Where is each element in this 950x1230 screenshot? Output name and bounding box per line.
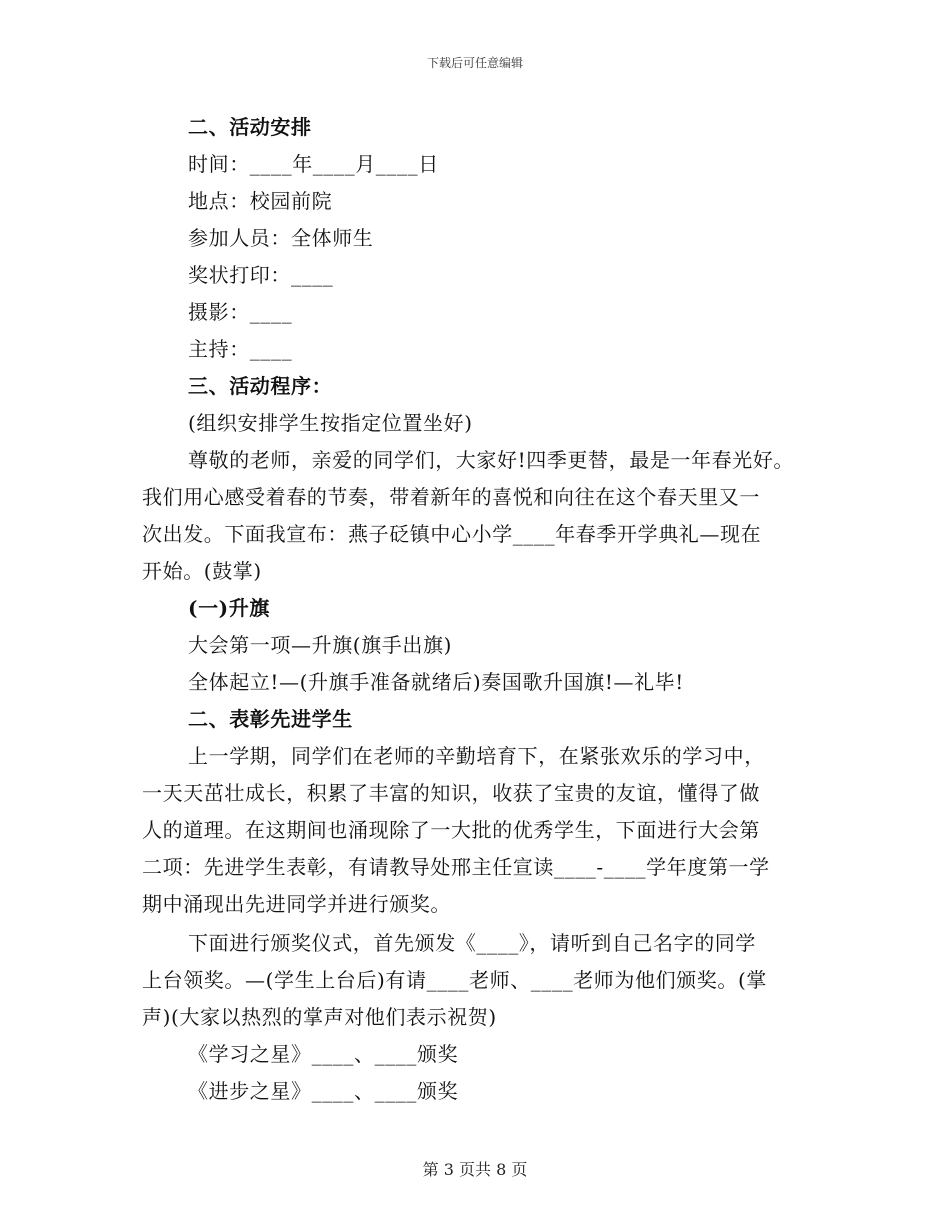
paragraph-award-line-1: 下面进行颁奖仪式，首先颁发《____》，请听到自己名字的同学: [188, 931, 756, 955]
section-heading-commendation: 二、表彰先进学生: [188, 707, 353, 731]
paragraph-opening-line-2: 我们用心感受着春的节奏，带着新年的喜悦和向往在这个春天里又一: [142, 485, 760, 509]
paragraph-opening-line-1: 尊敬的老师，亲爱的同学们，大家好!四季更替，最是一年春光好。: [188, 448, 795, 472]
subheading-flag-raising: (一)升旗: [188, 596, 270, 620]
line-certificate-printing: 奖状打印：____: [188, 263, 334, 287]
paragraph-commendation-line-2: 一天天茁壮成长，积累了丰富的知识，收获了宝贵的友谊，懂得了做: [142, 781, 760, 805]
line-flag-item: 大会第一项—升旗(旗手出旗): [188, 633, 453, 657]
line-host: 主持：____: [188, 337, 293, 361]
paragraph-opening-line-3: 次出发。下面我宣布：燕子砭镇中心小学____年春季开学典礼—现在: [142, 522, 762, 546]
line-location: 地点：校园前院: [188, 189, 333, 213]
paragraph-commendation-line-5: 期中涌现出先进同学并进行颁奖。: [142, 892, 451, 916]
section-heading-activity-arrangement: 二、活动安排: [188, 115, 312, 139]
paragraph-award-line-2: 上台领奖。—(学生上台后)有请____老师、____老师为他们颁奖。(掌: [142, 968, 768, 992]
line-participants: 参加人员：全体师生: [188, 226, 374, 250]
line-photography: 摄影：____: [188, 300, 293, 324]
page-header: 下载后可任意编辑: [426, 56, 523, 70]
line-time: 时间：____年____月____日: [188, 152, 439, 176]
award-progress-star: 《进步之星》____、____颁奖: [188, 1079, 459, 1103]
paragraph-commendation-line-1: 上一学期，同学们在老师的辛勤培育下，在紧张欢乐的学习中，: [188, 744, 765, 768]
line-anthem: 全体起立!—(升旗手准备就绪后)奏国歌升国旗!—礼毕!: [188, 670, 684, 694]
award-study-star: 《学习之星》____、____颁奖: [188, 1042, 459, 1066]
line-seating-note: (组织安排学生按指定位置坐好): [188, 411, 473, 435]
paragraph-award-line-3: 声)(大家以热烈的掌声对他们表示祝贺): [142, 1005, 497, 1029]
paragraph-opening-line-4: 开始。(鼓掌): [142, 559, 262, 583]
paragraph-commendation-line-4: 二项：先进学生表彰，有请教导处邢主任宣读____-____学年度第一学: [142, 855, 770, 879]
section-heading-program: 三、活动程序：: [188, 374, 333, 398]
page-footer: 第 3 页共 8 页: [422, 1160, 528, 1179]
paragraph-commendation-line-3: 人的道理。在这期间也涌现除了一大批的优秀学生，下面进行大会第: [142, 818, 760, 842]
